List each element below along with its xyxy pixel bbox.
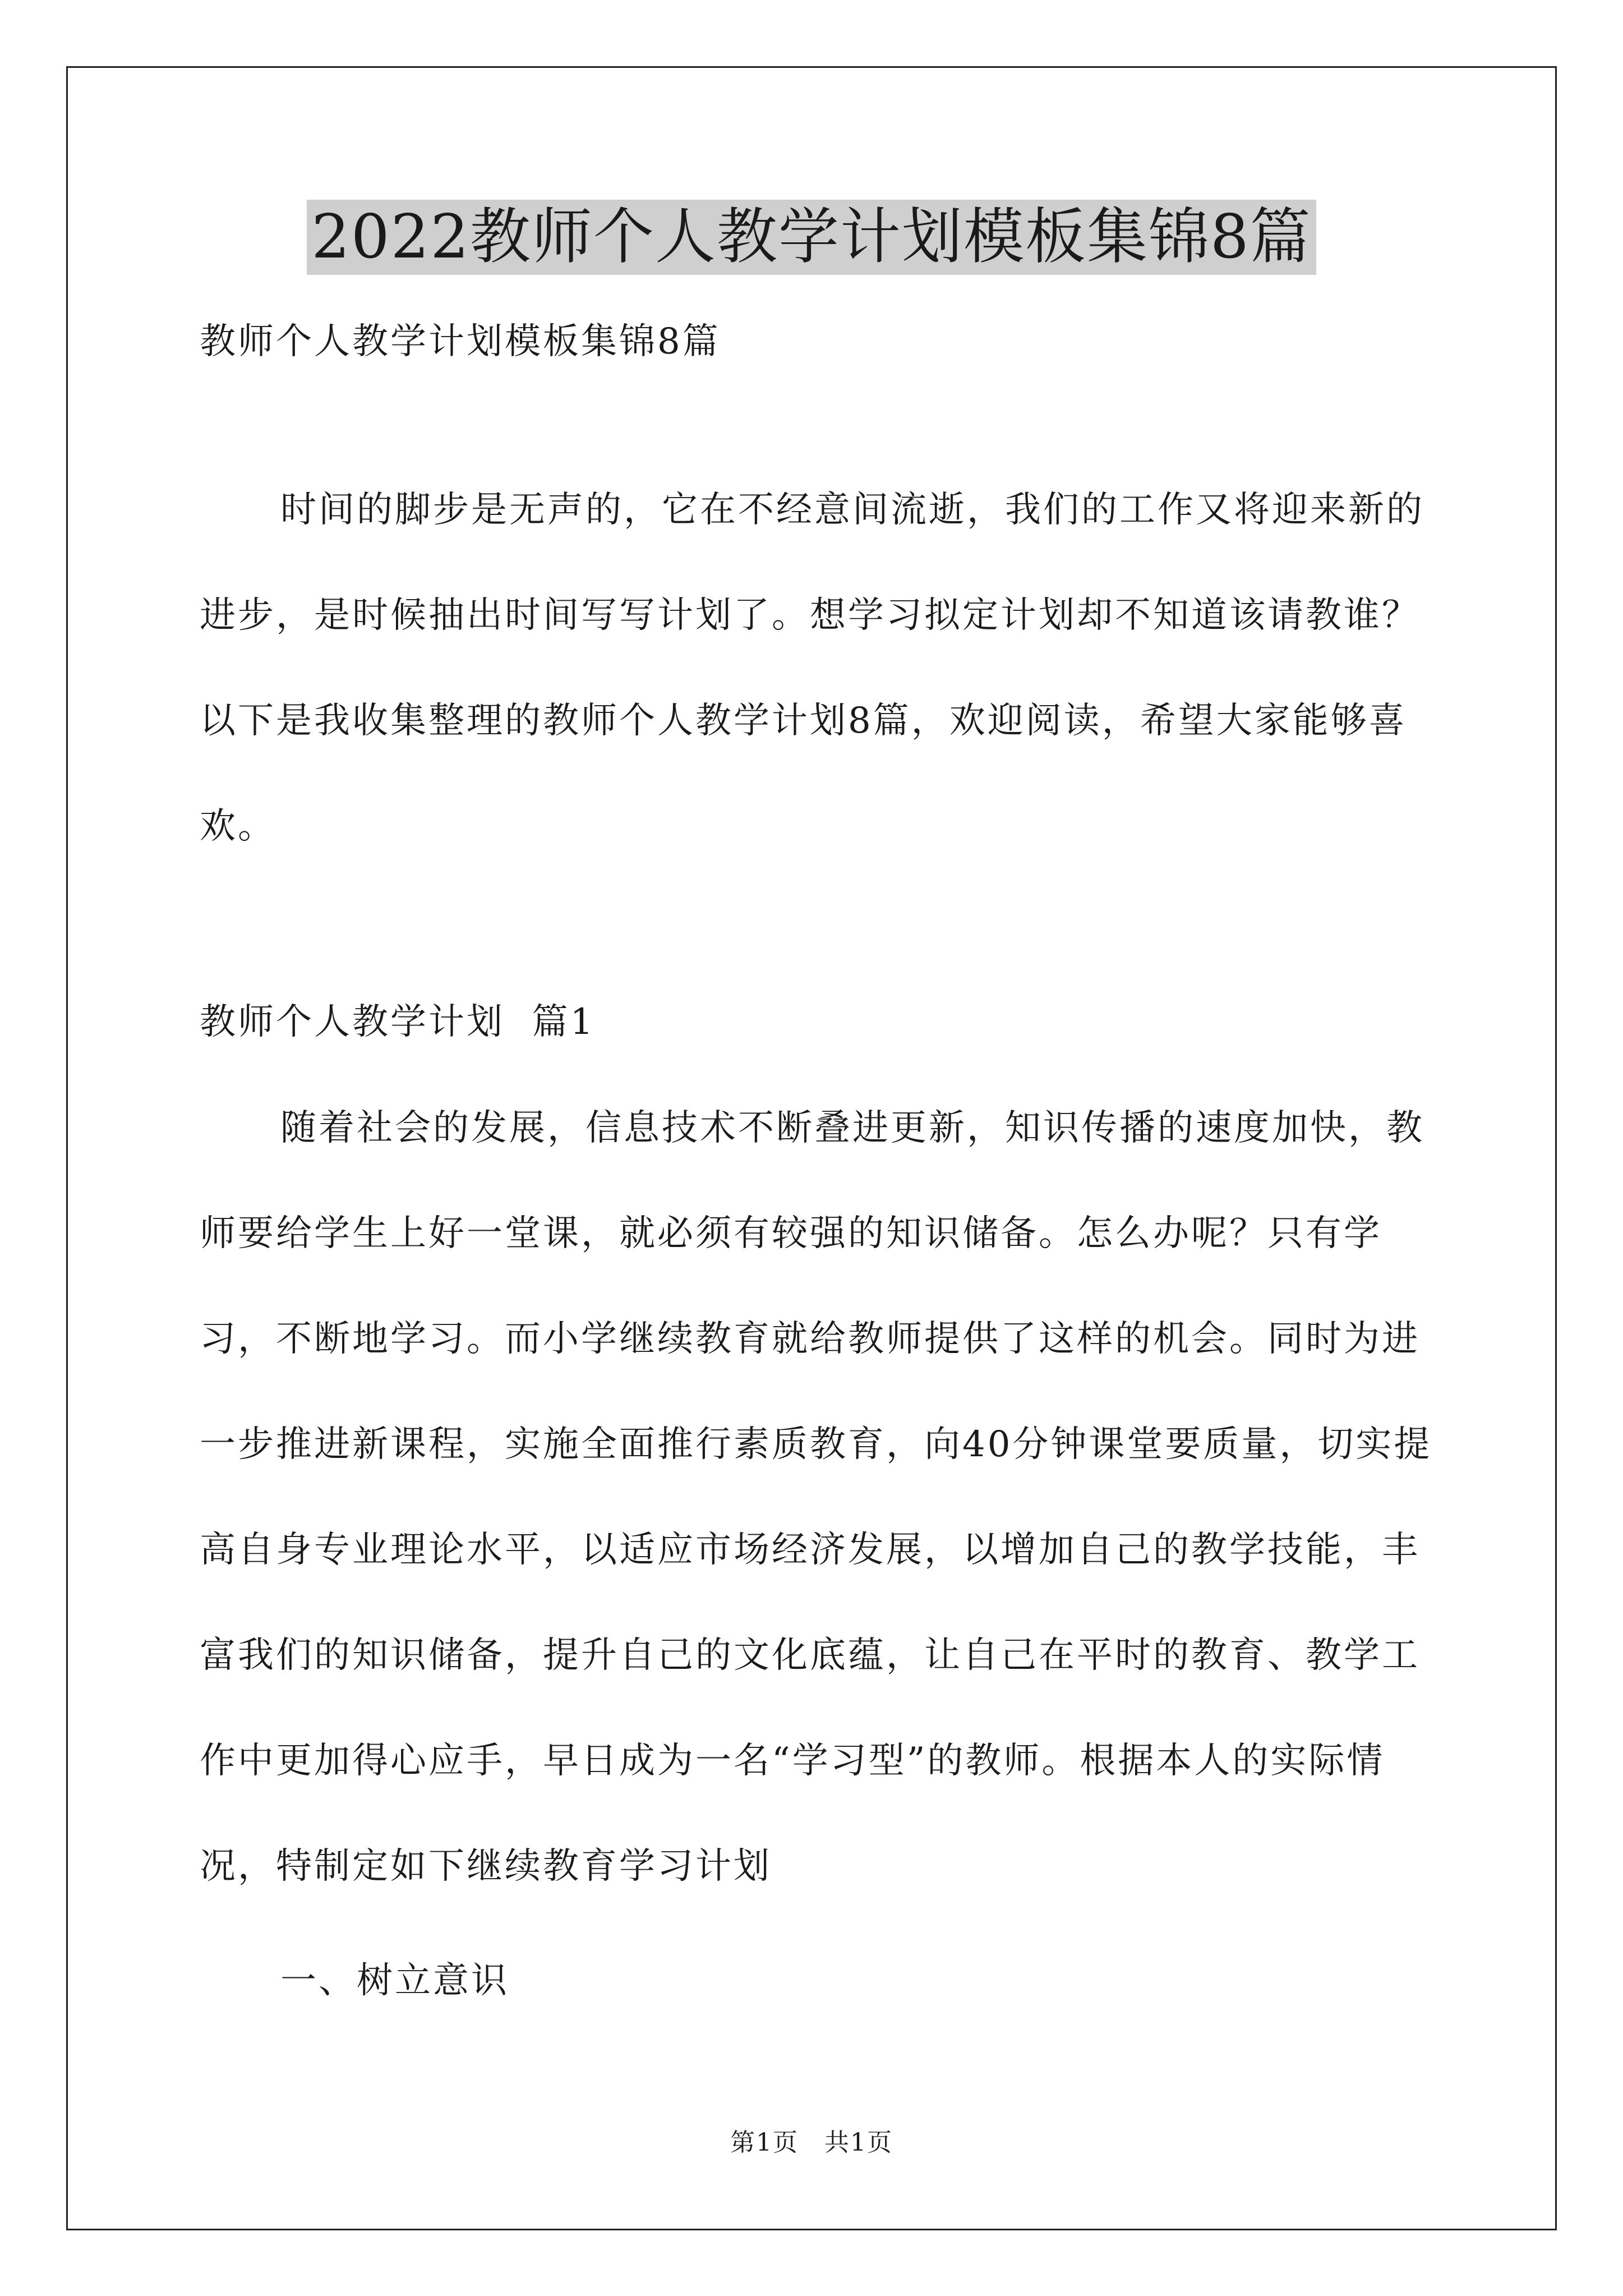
document-subtitle: 教师个人教学计划模板集锦8篇 bbox=[200, 321, 721, 362]
section-title: 教师个人教学计划 篇1 bbox=[200, 1001, 596, 1043]
page-footer: 第1页 共1页 bbox=[730, 2128, 893, 2157]
title-container bbox=[0, 200, 1623, 275]
intro-paragraph: 时间的脚步是无声的，它在不经意间流逝，我们的工作又将迎来新的进步，是时候抽出时间写写计划了。想学习拟定计划却不知道该请教谁？以下是我收集整理的教师个人教学计划8篇，欢迎阅读，希望大家能够喜欢。 bbox=[200, 489, 1424, 847]
section-paragraph: 随着社会的发展，信息技术不断叠进更新，知识传播的速度加快，教师要给学生上好一堂课，就必须有较强的知识储备。怎么办呢？只有学习，不断地学习。而小学继续教育就给教师提供了这样的机会。同时为进一步推进新课程，实施全面推行素质教育，向40分钟课堂要质量，切实提高自身专业理论水平，以适应市场经济发展，以增加自己的教学技能，丰富我们的知识储备，提升自己的文化底蕴，让自己在平时的教育、教学工作中更加得心应手，早日成为一名“学习型”的教师。根据本人的实际情况，特制定如下继续教育学习计划 bbox=[200, 1107, 1432, 1887]
document-title: 2022教师个人教学计划模板集锦8篇 bbox=[307, 200, 1316, 275]
subheading: 一、树立意识 bbox=[280, 1960, 509, 2001]
